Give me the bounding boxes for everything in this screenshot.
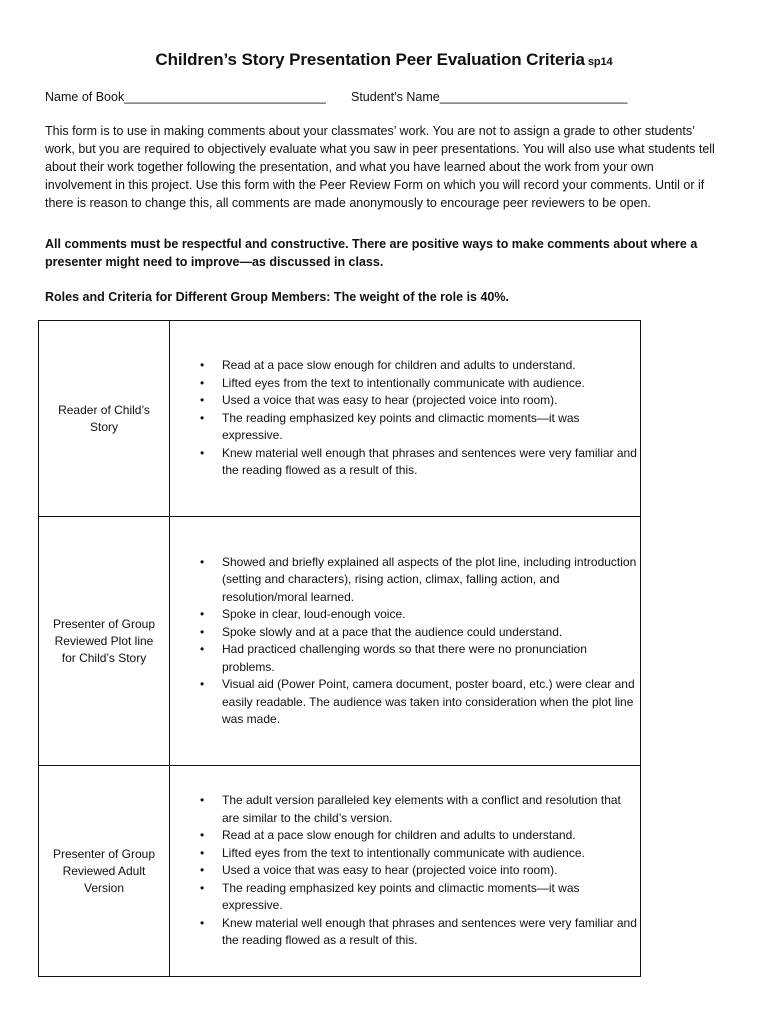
criteria-item: • Spoke in clear, loud-enough voice.	[222, 606, 640, 624]
title-text: Children’s Story Presentation Peer Evaluation Criteria	[155, 50, 585, 69]
page-title	[0, 50, 768, 70]
criteria-list	[170, 792, 640, 950]
criteria-cell	[170, 517, 641, 766]
criteria-table	[38, 320, 641, 977]
table-row	[39, 517, 641, 766]
criteria-list	[170, 554, 640, 729]
criteria-item: • Used a voice that was easy to hear (projected voice into room).	[222, 392, 640, 410]
table-row	[39, 321, 641, 517]
criteria-item: • Spoke slowly and at a pace that the audience could understand.	[222, 624, 640, 642]
criteria-item: • Knew material well enough that phrases and sentences were very familiar and the reading flowed as a result of this.	[222, 915, 640, 950]
criteria-cell	[170, 766, 641, 977]
criteria-item: • Had practiced challenging words so that there were no pronunciation problems.	[222, 641, 640, 676]
criteria-item: • Used a voice that was easy to hear (projected voice into room).	[222, 862, 640, 880]
criteria-item: • The reading emphasized key points and climactic moments—it was expressive.	[222, 410, 640, 445]
criteria-item: • The reading emphasized key points and climactic moments—it was expressive.	[222, 880, 640, 915]
criteria-item: • The adult version paralleled key elements with a conflict and resolution that are similar to the child’s version.	[222, 792, 640, 827]
student-name-field: Student’s Name___________________________	[351, 90, 628, 104]
table-row	[39, 766, 641, 977]
criteria-list	[170, 357, 640, 480]
criteria-item: • Knew material well enough that phrases and sentences were very familiar and the reading flowed as a result of this.	[222, 445, 640, 480]
role-cell	[39, 517, 170, 766]
criteria-item: • Visual aid (Power Point, camera document, poster board, etc.) were clear and easily readable. The audience was taken into consideration when the plot line was made.	[222, 676, 640, 729]
criteria-item: • Showed and briefly explained all aspects of the plot line, including introduction (setting and characters), rising action, climax, falling action, and resolution/moral learned.	[222, 554, 640, 607]
criteria-item: • Read at a pace slow enough for children and adults to understand.	[222, 827, 640, 845]
role-cell	[39, 766, 170, 977]
criteria-item: • Lifted eyes from the text to intentionally communicate with audience.	[222, 845, 640, 863]
role-label: Reader of Child’s Story	[58, 402, 150, 434]
criteria-item: • Lifted eyes from the text to intentionally communicate with audience.	[222, 375, 640, 393]
criteria-cell	[170, 321, 641, 517]
roles-heading: Roles and Criteria for Different Group Members: The weight of the role is 40%.	[45, 290, 509, 304]
respect-paragraph: All comments must be respectful and constructive. There are positive ways to make comments about where a presenter might need to improve—as discussed in class.	[45, 237, 698, 269]
role-label: Presenter of Group Reviewed Plot line for Child’s Story	[52, 616, 156, 665]
role-label: Presenter of Group Reviewed Adult Version	[52, 846, 156, 895]
criteria-item: • Read at a pace slow enough for children and adults to understand.	[222, 357, 640, 375]
role-cell	[39, 321, 170, 517]
title-suffix: sp14	[587, 56, 613, 68]
intro-paragraph: This form is to use in making comments about your classmates’ work. You are not to assign a grade to other students’ work, but you are required to objectively evaluate what you saw in peer presentations. You will also use what students tell about their work together following the presentation, and what you have learned about the work from your own involvement in this project. Use this form with the Peer Review Form on which you will record your comments. Until or if there is reason to change this, all comments are made anonymously to encourage peer reviewers to be open.	[45, 124, 715, 210]
book-name-field: Name of Book_____________________________	[45, 90, 326, 104]
name-fields	[45, 90, 628, 104]
